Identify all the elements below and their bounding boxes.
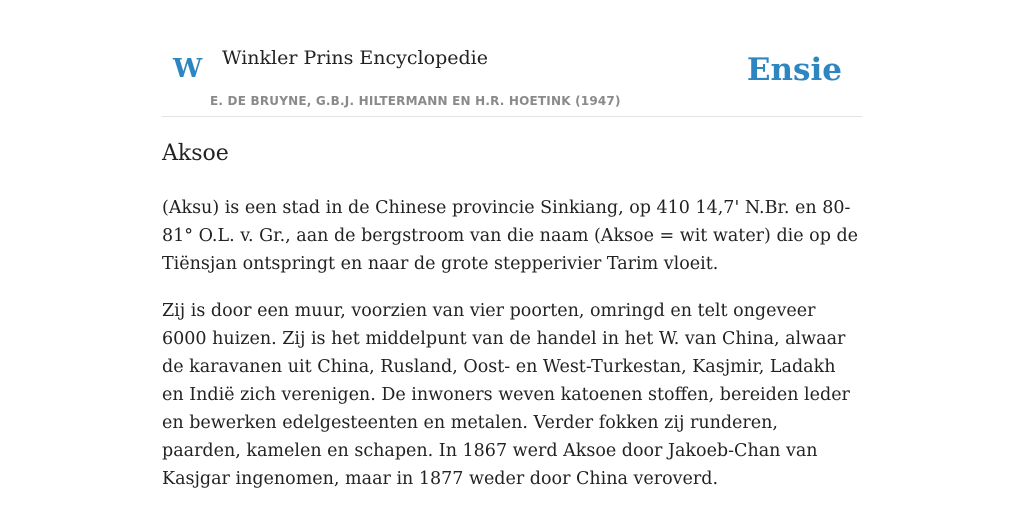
book-title-link[interactable]: Winkler Prins Encyclopedie [222,47,488,69]
article-paragraph: Zij is door een muur, voorzien van vier poorten, omringd en telt ongeveer 6000 huizen. Zij is het middelpunt van de handel in het W. van China, alwaar de karavanen uit China, Rusland, Oost- en West-Turkestan, Kasjmir, Ladakh en Indië zich verenigen. De inwoners weven katoenen stoffen, bereiden leder en bewerken edelgesteenten en metalen. Verder fokken zij runderen, paarden, kamelen en schapen. In 1867 werd Aksoe door Jakoeb-Chan van Kasjgar ingenomen, maar in 1877 weder door China veroverd. [162,301,850,489]
book-authors: E. DE BRUYNE, G.B.J. HILTERMANN EN H.R. HOETINK (1947) [210,94,621,108]
book-logo[interactable]: W [173,54,203,84]
book-header [162,0,862,117]
article-paragraph: (Aksu) is een stad in de Chinese provincie Sinkiang, op 410 14,7' N.Br. en 80-81° O.L. v. Gr., aan de bergstroom van die naam (Aksoe = wit water) die op de Tiënsjan ontspringt en naar de grote stepperivier Tarim vloeit. [162,198,859,274]
article-title: Aksoe [162,141,229,166]
article [162,136,862,512]
ensie-logo-link[interactable]: Ensie [746,52,842,88]
